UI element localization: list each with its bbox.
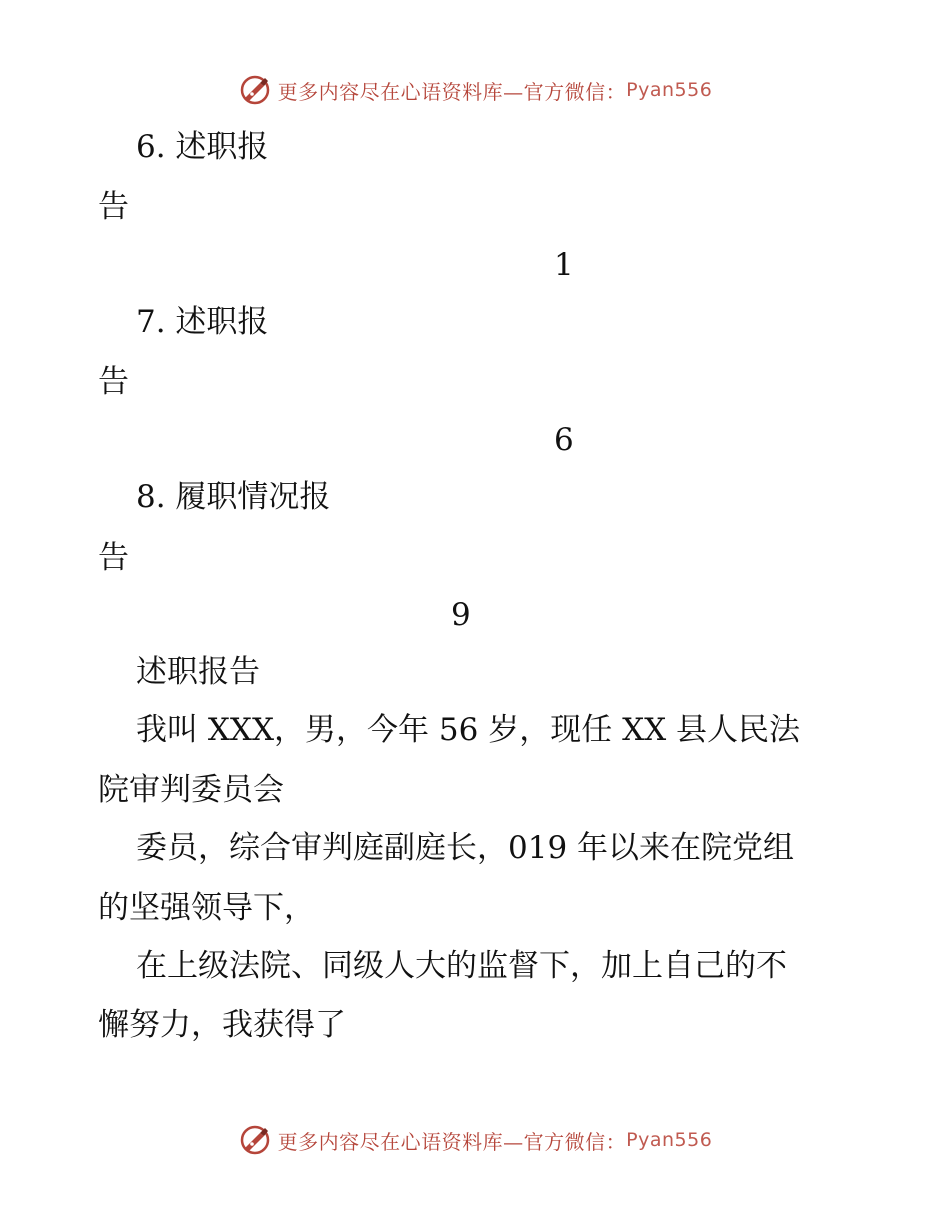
toc-entry-leader bbox=[98, 538, 848, 578]
header-banner bbox=[0, 70, 950, 110]
dot-leader bbox=[98, 245, 550, 285]
paragraph-line: 的坚强领导下， bbox=[98, 890, 315, 926]
dot-leader bbox=[98, 595, 447, 635]
toc-entry-lead-char: 告 bbox=[98, 189, 129, 225]
banner-text: 更多内容尽在心语资料库—官方微信： bbox=[277, 1129, 627, 1154]
section-heading: 述职报告 bbox=[136, 654, 260, 690]
toc-entry-title: 6. 述职报 bbox=[136, 129, 269, 165]
toc-entry-leader-continued bbox=[98, 420, 574, 460]
toc-entry-lead-char: 告 bbox=[98, 364, 129, 400]
toc-entry-lead-char: 告 bbox=[98, 540, 129, 576]
toc-entry-title: 8. 履职情况报 bbox=[136, 479, 331, 515]
banner-wechat-id: Pyan556 bbox=[626, 1129, 713, 1151]
footer-banner bbox=[0, 1120, 950, 1160]
toc-entry-page: 1 bbox=[554, 247, 574, 283]
pen-logo-icon bbox=[238, 1123, 272, 1157]
toc-entry-leader bbox=[98, 187, 848, 227]
toc-entry-page: 9 bbox=[451, 597, 471, 633]
dot-leader bbox=[133, 362, 848, 402]
paragraph-line: 委员，综合审判庭副庭长，019 年以来在院党组 bbox=[136, 830, 795, 866]
toc-entry-leader-continued bbox=[98, 595, 471, 635]
toc-entry-page: 6 bbox=[554, 422, 574, 458]
toc-entry-title: 7. 述职报 bbox=[136, 304, 269, 340]
toc-entry-leader bbox=[98, 362, 848, 402]
pen-logo-icon bbox=[238, 73, 272, 107]
paragraph-line: 在上级法院、同级人大的监督下，加上自己的不 bbox=[136, 948, 787, 984]
paragraph-line: 懈努力，我获得了 bbox=[98, 1007, 346, 1043]
banner-wechat-id: Pyan556 bbox=[626, 79, 713, 101]
banner-text: 更多内容尽在心语资料库—官方微信： bbox=[277, 79, 627, 104]
dot-leader bbox=[133, 538, 848, 578]
dot-leader bbox=[133, 187, 848, 227]
paragraph-line: 我叫 XXX，男，今年 56 岁，现任 XX 县人民法 bbox=[136, 712, 801, 748]
toc-entry-leader-continued bbox=[98, 245, 574, 285]
dot-leader bbox=[98, 420, 550, 460]
paragraph-line: 院审判委员会 bbox=[98, 772, 284, 808]
